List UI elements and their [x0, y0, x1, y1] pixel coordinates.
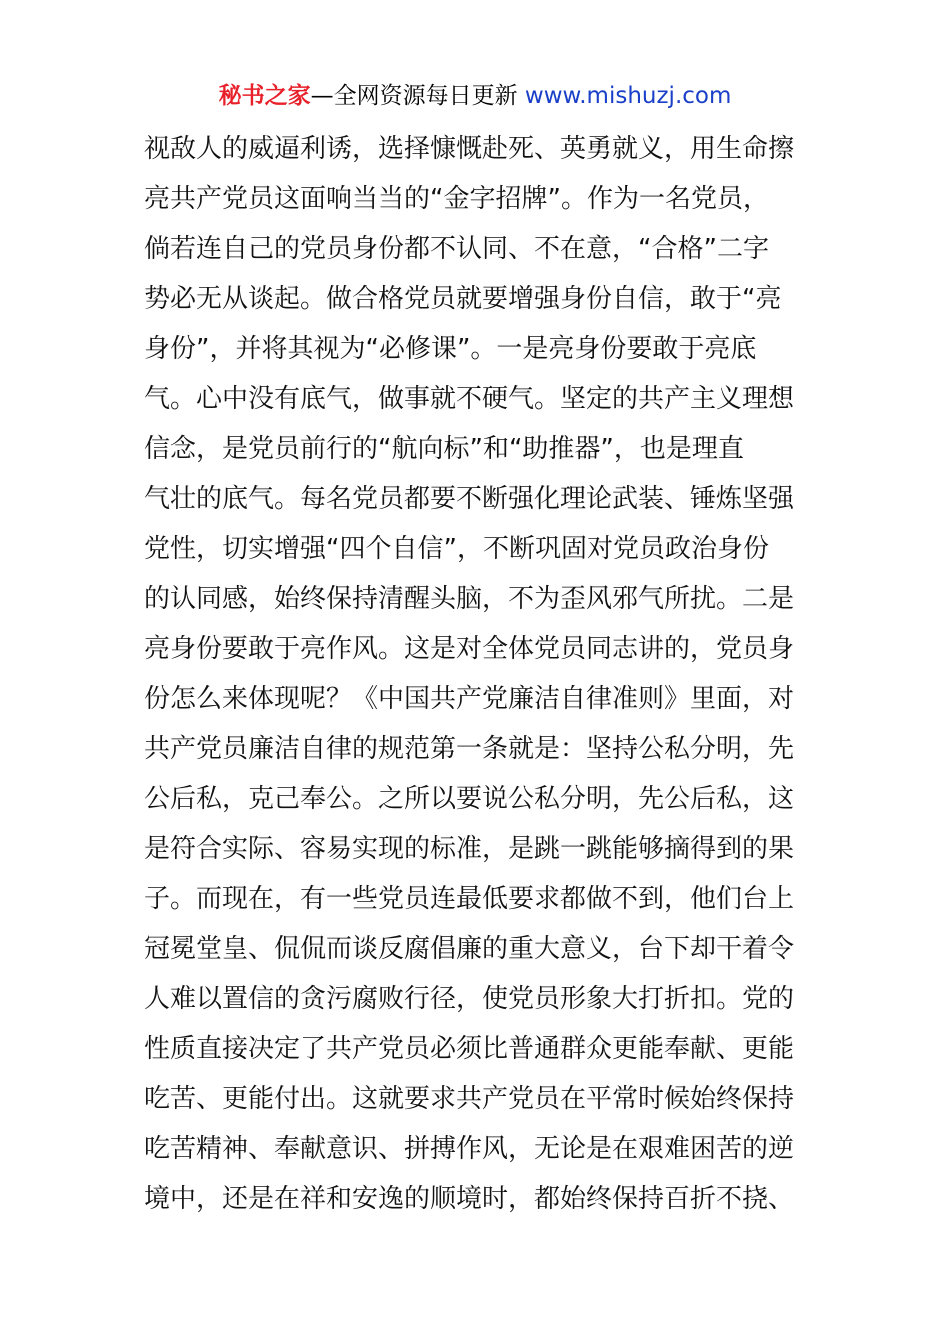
text-line: 气壮的底气。每名党员都要不断强化理论武装、锤炼坚强 — [144, 484, 795, 514]
text-line: 子。而现在，有一些党员连最低要求都做不到，他们台上 — [144, 884, 795, 914]
text-line: 是符合实际、容易实现的标准，是跳一跳能够摘得到的果 — [144, 834, 795, 864]
text-line: 视敌人的威逼利诱，选择慷慨赴死、英勇就义，用生命擦 — [144, 134, 795, 164]
text-line: 吃苦、更能付出。这就要求共产党员在平常时候始终保持 — [144, 1084, 795, 1114]
text-line: 信念，是党员前行的“航向标”和“助推器”，也是理直 — [144, 434, 744, 464]
text-line: 冠冕堂皇、侃侃而谈反腐倡廉的重大意义，台下却干着令 — [144, 934, 795, 964]
header-tagline: —全网资源每日更新 — [310, 83, 518, 109]
text-line: 境中，还是在祥和安逸的顺境时，都始终保持百折不挠、 — [144, 1184, 795, 1214]
text-line: 亮共产党员这面响当当的“金字招牌”。作为一名党员， — [144, 184, 769, 214]
text-line: 份怎么来体现呢？《中国共产党廉洁自律准则》里面，对 — [144, 684, 795, 714]
text-line: 倘若连自己的党员身份都不认同、不在意，“合格”二字 — [144, 234, 769, 264]
document-body — [144, 124, 814, 1224]
text-line: 共产党员廉洁自律的规范第一条就是：坚持公私分明，先 — [144, 734, 795, 764]
text-line: 党性，切实增强“四个自信”，不断巩固对党员政治身份 — [144, 534, 769, 564]
text-line: 身份”，并将其视为“必修课”。一是亮身份要敢于亮底 — [144, 334, 757, 364]
text-line: 势必无从谈起。做合格党员就要增强身份自信，敢于“亮 — [144, 284, 782, 314]
text-line: 公后私，克己奉公。之所以要说公私分明，先公后私，这 — [144, 784, 795, 814]
text-line: 人难以置信的贪污腐败行径，使党员形象大打折扣。党的 — [144, 984, 795, 1014]
text-line: 亮身份要敢于亮作风。这是对全体党员同志讲的，党员身 — [144, 634, 795, 664]
text-line: 性质直接决定了共产党员必须比普通群众更能奉献、更能 — [144, 1034, 795, 1064]
page-header — [0, 80, 950, 112]
text-line: 的认同感，始终保持清醒头脑，不为歪风邪气所扰。二是 — [144, 584, 795, 614]
brand-name: 秘书之家 — [218, 83, 311, 109]
site-url-link[interactable]: www.mishuzj.com — [524, 83, 732, 109]
text-line: 气。心中没有底气，做事就不硬气。坚定的共产主义理想 — [144, 384, 795, 414]
text-line: 吃苦精神、奉献意识、拼搏作风，无论是在艰难困苦的逆 — [144, 1134, 795, 1164]
